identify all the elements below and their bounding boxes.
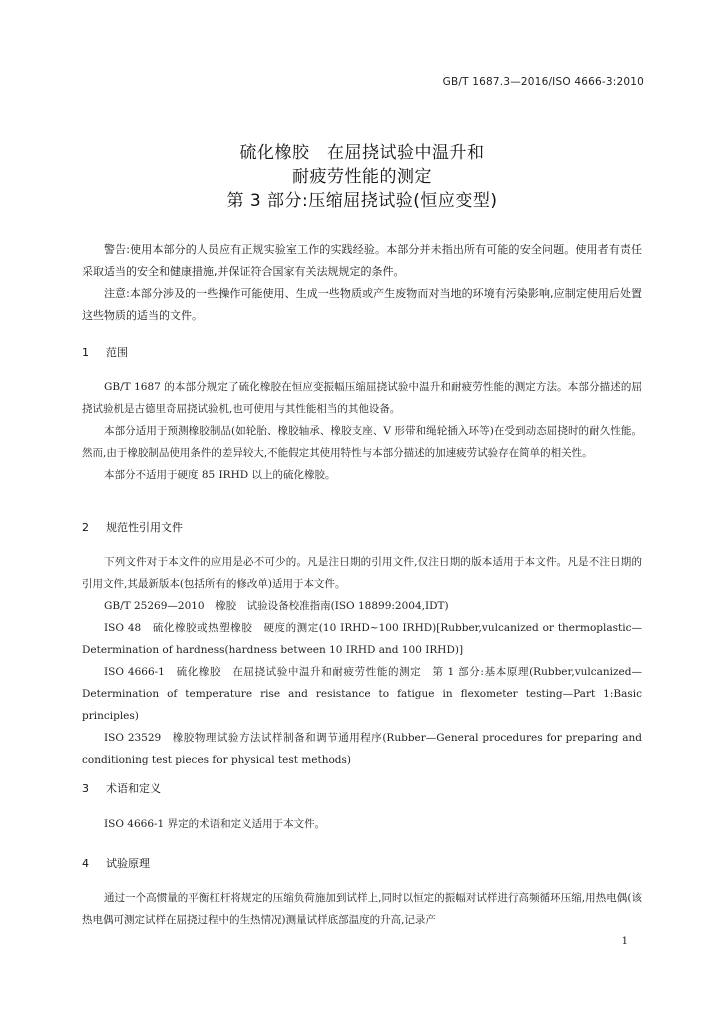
- warning-paragraph: 警告:使用本部分的人员应有正规实验室工作的实践经验。本部分并未指出所有可能的安全问题。使用者有责任采取适当的安全和健康措施,并保证符合国家有关法规规定的条件。: [82, 243, 642, 278]
- section-title: 规范性引用文件: [106, 521, 183, 534]
- title-line-1: 硫化橡胶 在屈挠试验中温升和: [239, 143, 485, 163]
- section-body-normative-references: [82, 551, 642, 771]
- paragraph: 本部分不适用于硬度 85 IRHD 以上的硫化橡胶。: [104, 469, 336, 481]
- section-body-principle: [82, 887, 642, 931]
- reference-item: GB/T 25269—2010 橡胶 试验设备校准指南(ISO 18899:2004,IDT): [104, 600, 449, 612]
- reference-item: ISO 48 硫化橡胶或热塑橡胶 硬度的测定(10 IRHD~100 IRHD)[Rubber,vulcanized or thermoplastic—Determination of hardness(hardness between 10 IRHD and 100 IRHD)]: [82, 622, 642, 656]
- section-title: 试验原理: [106, 857, 150, 870]
- section-number: 3: [82, 782, 89, 795]
- paragraph: 本部分适用于预测橡胶制品(如轮胎、橡胶轴承、橡胶支座、V 形带和绳轮插入环等)在受到动态屈挠时的耐久性能。然而,由于橡胶制品使用条件的差异较大,不能假定其使用特性与本部分描述的加速疲劳试验存在简单的相关性。: [82, 425, 642, 459]
- section-number: 4: [82, 857, 89, 870]
- reference-item: ISO 23529 橡胶物理试验方法试样制备和调节通用程序(Rubber—General procedures for preparing and conditioning test pieces for physical test methods): [82, 732, 642, 766]
- paragraph: 下列文件对于本文件的应用是必不可少的。凡是注日期的引用文件,仅注日期的版本适用于本文件。凡是不注日期的引用文件,其最新版本(包括所有的修改单)适用于本文件。: [82, 556, 642, 590]
- title-line-3: 第 3 部分:压缩屈挠试验(恒应变型): [226, 191, 498, 211]
- section-number: 1: [82, 346, 89, 359]
- section-title: 术语和定义: [106, 782, 161, 795]
- paragraph: GB/T 1687 的本部分规定了硫化橡胶在恒应变振幅压缩屈挠试验中温升和耐疲劳性能的测定方法。本部分描述的屈挠试验机是古德里奇屈挠试验机,也可使用与其性能相当的其他设备。: [82, 381, 642, 415]
- section-heading-scope: [82, 344, 128, 360]
- reference-item: ISO 4666-1 硫化橡胶 在屈挠试验中温升和耐疲劳性能的测定 第 1 部分:基本原理(Rubber,vulcanized—Determination of temperature rise and resistance to fatigue in flexometer testing—Part 1:Basic principles): [82, 666, 642, 722]
- document-title: [0, 141, 724, 213]
- paragraph: 通过一个高惯量的平衡杠杆将规定的压缩负荷施加到试样上,同时以恒定的振幅对试样进行高频循环压缩,用热电偶(该热电偶可测定试样在屈挠过程中的生热情况)测量试样底部温度的升高,记录产: [82, 892, 642, 926]
- standard-code: GB/T 1687.3—2016/ISO 4666-3:2010: [442, 76, 644, 88]
- section-title: 范围: [106, 346, 128, 359]
- page-number: 1: [621, 936, 628, 947]
- warning-block: [82, 239, 642, 327]
- section-body-terms: [82, 813, 642, 835]
- paragraph: ISO 4666-1 界定的术语和定义适用于本文件。: [104, 818, 326, 830]
- section-heading-terms: [82, 780, 161, 796]
- section-heading-principle: [82, 855, 150, 871]
- note-paragraph: 注意:本部分涉及的一些操作可能使用、生成一些物质或产生废物而对当地的环境有污染影响,应制定使用后处置这些物质的适当的文件。: [82, 287, 642, 322]
- section-heading-normative-references: [82, 519, 183, 535]
- section-number: 2: [82, 521, 89, 534]
- title-line-2: 耐疲劳性能的测定: [292, 167, 432, 187]
- section-body-scope: [82, 376, 642, 486]
